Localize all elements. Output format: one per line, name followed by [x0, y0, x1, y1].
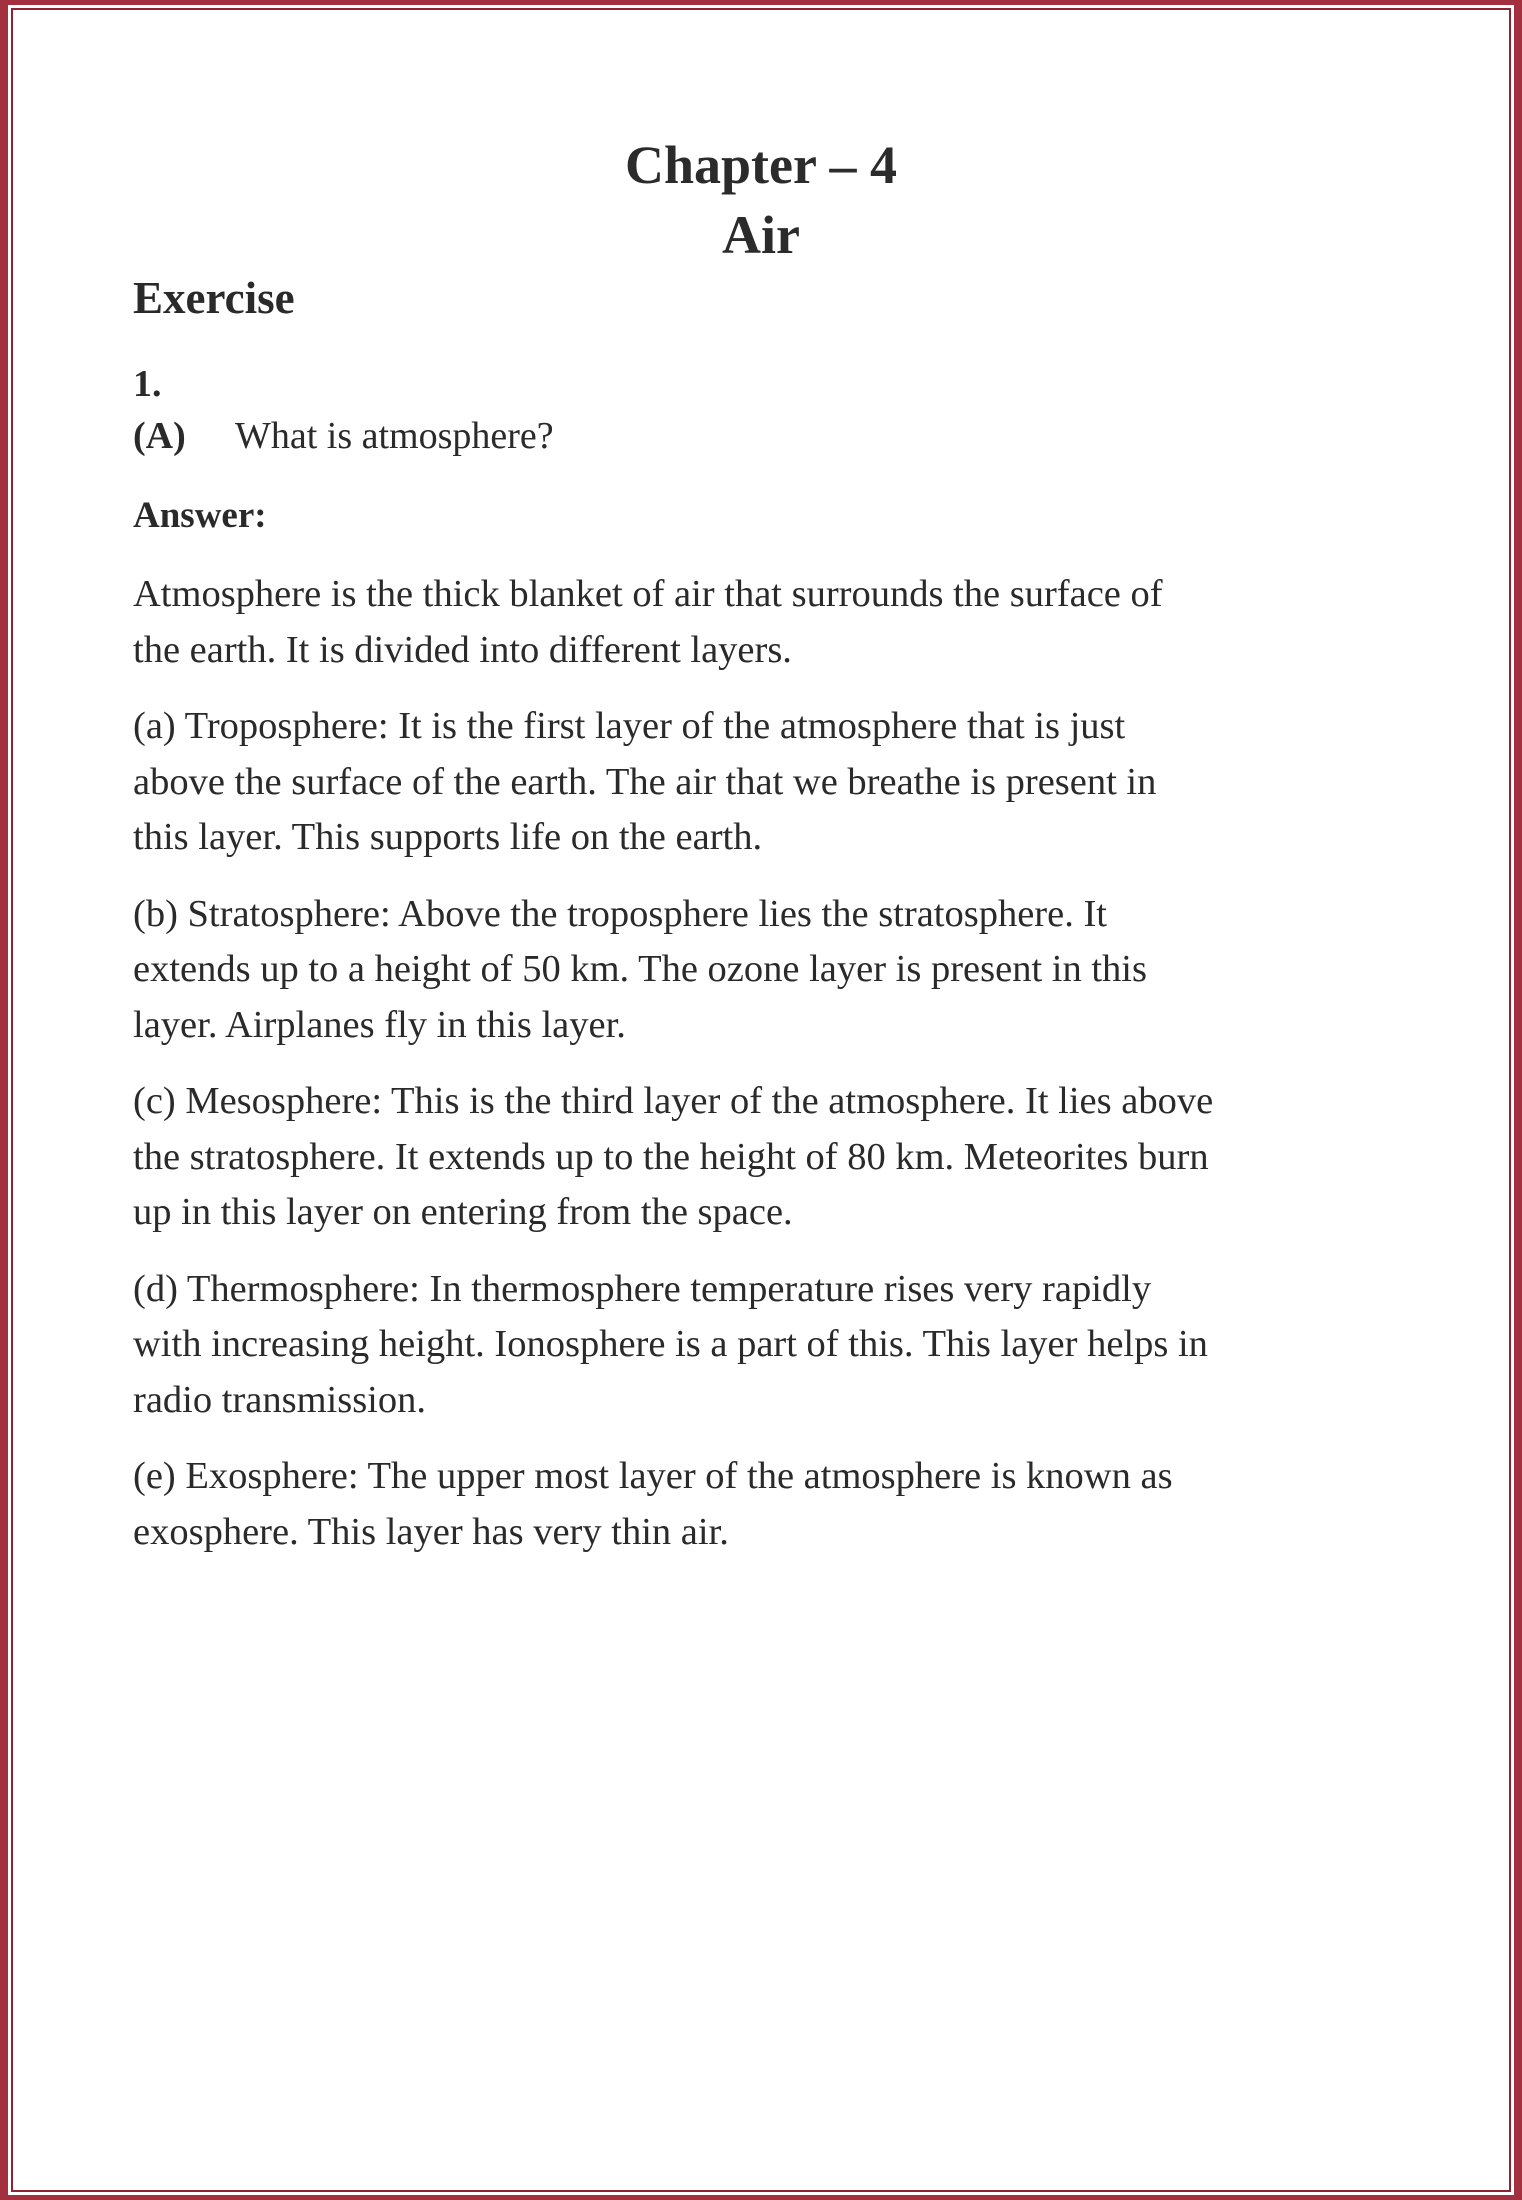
paragraph-line: (d) Thermosphere: In thermosphere temperature rises very rapidly [133, 1267, 1152, 1310]
paragraph-line: (e) Exosphere: The upper most layer of the atmosphere is known as [133, 1455, 1173, 1497]
paragraph-line: with increasing height. Ionosphere is a part of this. This layer helps in [133, 1323, 1208, 1365]
answer-paragraph [133, 1449, 1393, 1560]
answer-paragraph [133, 1074, 1393, 1241]
paragraph-line: Atmosphere is the thick blanket of air that surrounds the surface of [133, 573, 1163, 615]
paragraph-line: above the surface of the earth. The air that we breathe is present in [133, 760, 1157, 803]
question-label: (A) [133, 415, 186, 457]
paragraph-line: exosphere. This layer has very thin air. [133, 1510, 729, 1553]
paragraph-line: radio transmission. [133, 1378, 426, 1421]
paragraph-line: extends up to a height of 50 km. The ozone layer is present in this [133, 948, 1147, 990]
paragraph-line: this layer. This supports life on the earth. [133, 816, 763, 858]
answer-body [133, 567, 1393, 1581]
answer-paragraph [133, 567, 1393, 678]
answer-paragraph [133, 887, 1393, 1054]
section-heading: Exercise [133, 273, 295, 323]
question [133, 414, 554, 458]
paragraph-line: (c) Mesosphere: This is the third layer of the atmosphere. It lies above [133, 1080, 1214, 1122]
paragraph-line: the earth. It is divided into different layers. [133, 628, 792, 671]
paragraph-line: (b) Stratosphere: Above the troposphere lies the stratosphere. It [133, 892, 1107, 935]
paragraph-line: the stratosphere. It extends up to the height of 80 km. Meteorites burn [133, 1135, 1209, 1178]
answer-label: Answer: [133, 495, 267, 536]
question-number: 1. [133, 363, 162, 405]
question-text: What is atmosphere? [235, 415, 554, 457]
chapter-heading: Chapter – 4 [624, 135, 897, 195]
chapter-title: Air [722, 205, 800, 265]
paragraph-line: layer. Airplanes fly in this layer. [133, 1003, 626, 1046]
paragraph-line: (a) Troposphere: It is the first layer of the atmosphere that is just [133, 705, 1126, 747]
answer-paragraph [133, 1262, 1393, 1429]
answer-paragraph [133, 699, 1393, 866]
paragraph-line: up in this layer on entering from the space. [133, 1191, 793, 1233]
